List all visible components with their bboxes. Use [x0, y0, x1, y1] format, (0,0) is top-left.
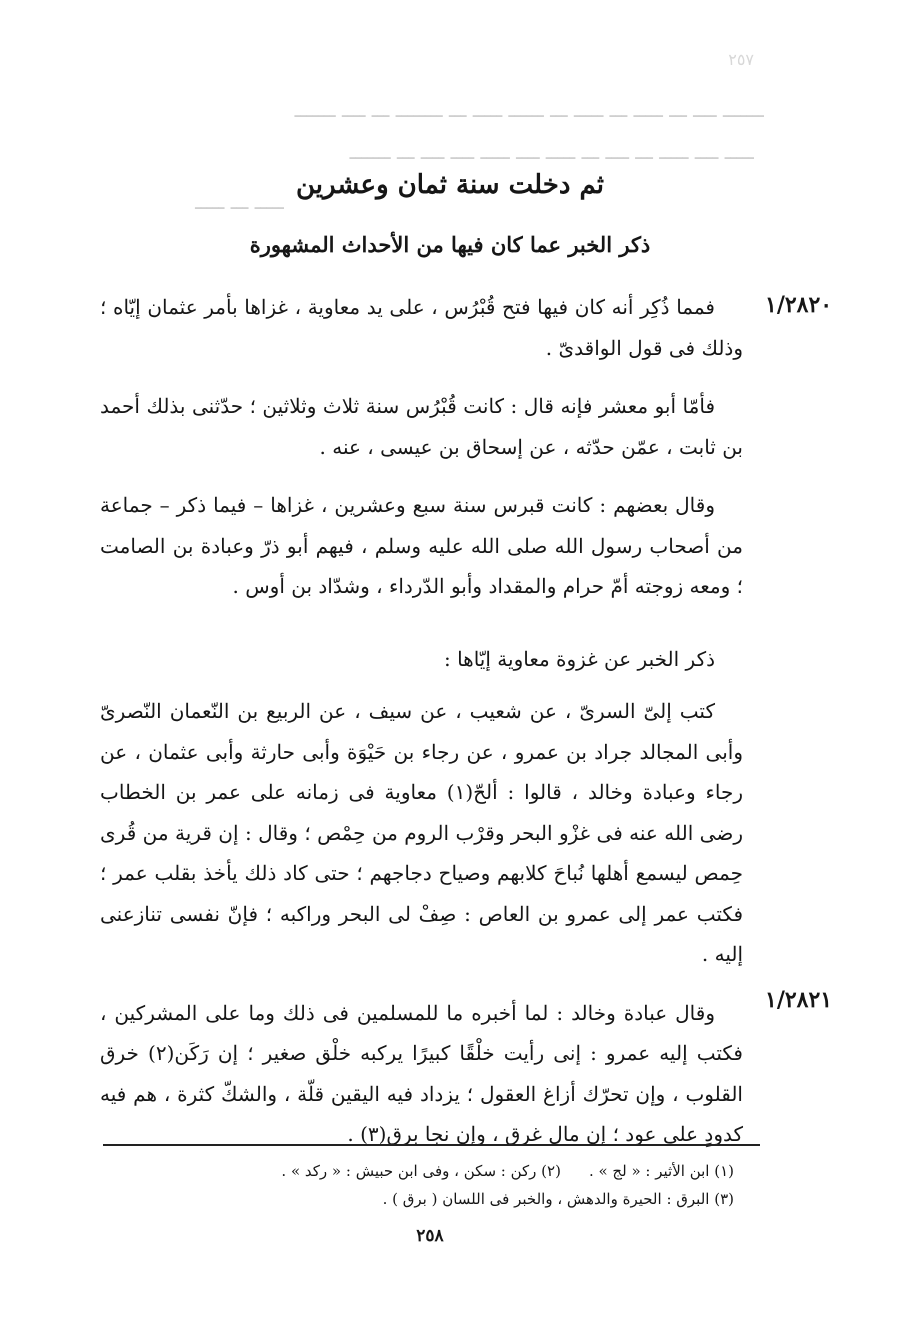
paragraph: فمما ذُكِر أنه كان فيها فتح قُبْرُس ، على يد معاوية ، غزاها بأمر عثمان إيّاه ؛ وذلك فى قول الواقدىّ . [100, 295, 743, 360]
footnote: (٢) ركن : سكن ، وفى ابن حبيش : « ركد » . [281, 1162, 561, 1180]
footnote-line [100, 1190, 734, 1208]
bleed-through-text: ـــــ ــــ ـــــ ـــ ــــ ـــ ـــــ ــــ ـــــ ــــ ــــ ـــ ـــــــ [349, 140, 754, 164]
page-title: ثم دخلت سنة ثمان وعشرين [295, 170, 605, 200]
section-heading: ذكر الخبر عن غزوة معاوية إيّاها : [443, 646, 715, 671]
footnote-line [100, 1162, 734, 1180]
footnote: (١) ابن الأثير : « لج » . [588, 1162, 734, 1180]
page-number: ٢٥٨ [416, 1226, 444, 1246]
body-text [100, 287, 743, 1155]
paragraph: وقال بعضهم : كانت قبرس سنة سبع وعشرين ، غزاها – فيما ذكر – جماعة من أصحاب رسول الله صلى الله عليه وسلم ، فيهم أبو ذرّ وعبادة بن الصامت ؛ ومعه زوجته أمّ حرام والمقداد وأبو الدّرداء ، وشدّاد بن أوس . [100, 493, 743, 598]
bleed-through-text: ـــــ ـــ ـــــ [195, 190, 284, 214]
margin-number: ١/٢٨٢٠ [765, 292, 833, 318]
footnote: (٣) البرق : الحيرة والدهش ، والخبر فى اللسان ( برق ) . [382, 1190, 734, 1208]
section-subtitle: ذكر الخبر عما كان فيها من الأحداث المشهورة [249, 232, 651, 257]
margin-number: ١/٢٨٢١ [765, 987, 833, 1013]
footnote-separator [103, 1144, 760, 1146]
paragraph: كتب إلىّ السرىّ ، عن شعيب ، عن سيف ، عن الربيع بن النّعمان النّصرىّ وأبى المجالد جراد بن عمرو ، عن رجاء بن حَيْوَة وأبى حارثة وأبى عثمان ، عن رجاء وعبادة وخالد ، قالوا : ألحّ(١) معاوية فى زمانه على عمر بن الخطاب رضى الله عنه فى غزْو البحر وقرْب الروم من حِمْص ؛ وقال : إن قرية من قُرى حِمص ليسمع أهلها نُباحَ كلابهم وصياح دجاجهم ؛ حتى كاد ذلك يأخذ بقلب عمر ؛ فكتب عمر إلى عمرو بن العاص : صِفْ لى البحر وراكبه ؛ فإنّ نفسى تنازعنى إليه . [100, 699, 743, 966]
bleed-through-text: ـــــــ ــــ ـــ ـــــ ـــ ـــــ ـــ ــــــ ـــــ ـــ ــــــــ ـــ ــــ ـــــــ [294, 98, 764, 122]
paragraph: فأمّا أبو معشر فإنه قال : كانت قُبْرُس سنة ثلاث وثلاثين ؛ حدّثنى بذلك أحمد بن ثابت ، عمّن حدّثه ، عن إسحاق بن عيسى ، عنه . [100, 394, 743, 459]
bleed-through-text: ٢٥٧ [728, 50, 754, 69]
paragraph: وقال عبادة وخالد : لما أخبره ما للمسلمين فى ذلك وما على المشركين ، فكتب إليه عمرو : إنى رأيت خلْقًا كبيرًا يركبه خلْق صغير ؛ إن رَكَن(٢) خرق القلوب ، وإن تحرّك أزاغ العقول ؛ يزداد فيه اليقين قلّة ، والشكّ كثرة ، هم فيه كدودٍ على عود ؛ إن مال غرق ، وإن نجا برق(٣) . [100, 1000, 743, 1146]
